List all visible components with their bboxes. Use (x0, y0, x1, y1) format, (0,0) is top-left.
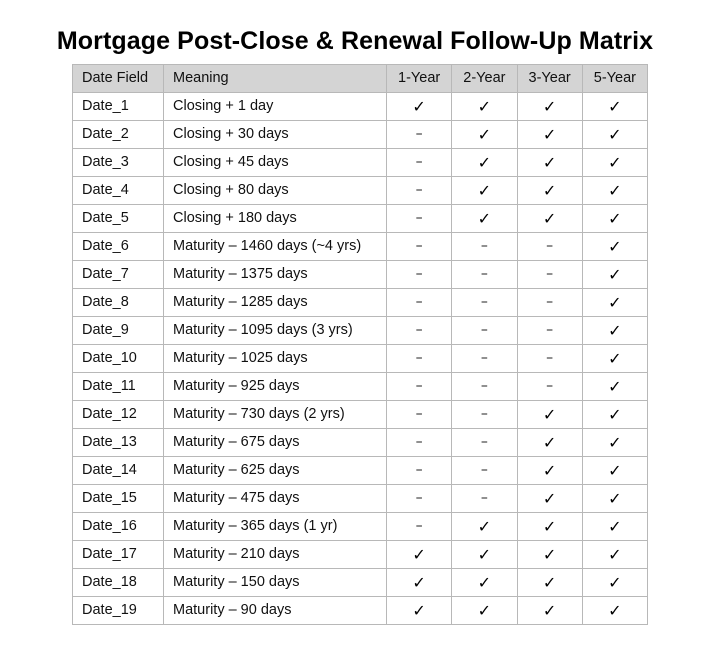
meaning-cell: Closing + 180 days (164, 205, 387, 233)
follow-up-matrix-table (72, 64, 648, 625)
1-year-dash-icon: – (387, 149, 452, 177)
5-year-check-icon: ✓ (582, 205, 647, 233)
meaning-cell: Maturity – 365 days (1 yr) (164, 513, 387, 541)
table-row (73, 177, 648, 205)
1-year-dash-icon: – (387, 317, 452, 345)
2-year-check-icon: ✓ (452, 569, 517, 597)
column-header-date-field: Date Field (73, 65, 164, 93)
2-year-dash-icon: – (452, 373, 517, 401)
meaning-cell: Maturity – 1460 days (~4 yrs) (164, 233, 387, 261)
date-field-cell: Date_10 (73, 345, 164, 373)
meaning-cell: Maturity – 90 days (164, 597, 387, 625)
2-year-dash-icon: – (452, 261, 517, 289)
date-field-cell: Date_5 (73, 205, 164, 233)
table-row (73, 457, 648, 485)
date-field-cell: Date_19 (73, 597, 164, 625)
table-row (73, 485, 648, 513)
date-field-cell: Date_17 (73, 541, 164, 569)
table-row (73, 373, 648, 401)
meaning-cell: Maturity – 475 days (164, 485, 387, 513)
3-year-dash-icon: – (517, 233, 582, 261)
2-year-check-icon: ✓ (452, 597, 517, 625)
1-year-dash-icon: – (387, 233, 452, 261)
3-year-check-icon: ✓ (517, 485, 582, 513)
2-year-dash-icon: – (452, 457, 517, 485)
table-row (73, 513, 648, 541)
table-row (73, 345, 648, 373)
3-year-dash-icon: – (517, 289, 582, 317)
1-year-dash-icon: – (387, 205, 452, 233)
3-year-dash-icon: – (517, 261, 582, 289)
2-year-dash-icon: – (452, 429, 517, 457)
meaning-cell: Maturity – 150 days (164, 569, 387, 597)
2-year-dash-icon: – (452, 485, 517, 513)
date-field-cell: Date_6 (73, 233, 164, 261)
meaning-cell: Closing + 30 days (164, 121, 387, 149)
column-header-1-year: 1-Year (387, 65, 452, 93)
meaning-cell: Maturity – 625 days (164, 457, 387, 485)
5-year-check-icon: ✓ (582, 429, 647, 457)
1-year-dash-icon: – (387, 345, 452, 373)
column-header-5-year: 5-Year (582, 65, 647, 93)
table-row (73, 569, 648, 597)
date-field-cell: Date_7 (73, 261, 164, 289)
3-year-check-icon: ✓ (517, 541, 582, 569)
1-year-dash-icon: – (387, 261, 452, 289)
meaning-cell: Maturity – 675 days (164, 429, 387, 457)
3-year-check-icon: ✓ (517, 569, 582, 597)
5-year-check-icon: ✓ (582, 177, 647, 205)
table-row (73, 289, 648, 317)
table-row (73, 261, 648, 289)
meaning-cell: Closing + 80 days (164, 177, 387, 205)
1-year-dash-icon: – (387, 429, 452, 457)
2-year-dash-icon: – (452, 401, 517, 429)
table-row (73, 597, 648, 625)
table-row (73, 317, 648, 345)
3-year-check-icon: ✓ (517, 457, 582, 485)
meaning-cell: Maturity – 1095 days (3 yrs) (164, 317, 387, 345)
3-year-check-icon: ✓ (517, 513, 582, 541)
1-year-check-icon: ✓ (387, 93, 452, 121)
5-year-check-icon: ✓ (582, 93, 647, 121)
meaning-cell: Maturity – 1025 days (164, 345, 387, 373)
3-year-check-icon: ✓ (517, 429, 582, 457)
3-year-check-icon: ✓ (517, 149, 582, 177)
5-year-check-icon: ✓ (582, 233, 647, 261)
5-year-check-icon: ✓ (582, 569, 647, 597)
5-year-check-icon: ✓ (582, 149, 647, 177)
date-field-cell: Date_4 (73, 177, 164, 205)
meaning-cell: Closing + 45 days (164, 149, 387, 177)
column-header-2-year: 2-Year (452, 65, 517, 93)
3-year-check-icon: ✓ (517, 121, 582, 149)
5-year-check-icon: ✓ (582, 597, 647, 625)
date-field-cell: Date_14 (73, 457, 164, 485)
3-year-dash-icon: – (517, 373, 582, 401)
5-year-check-icon: ✓ (582, 317, 647, 345)
date-field-cell: Date_12 (73, 401, 164, 429)
meaning-cell: Maturity – 210 days (164, 541, 387, 569)
1-year-check-icon: ✓ (387, 597, 452, 625)
2-year-dash-icon: – (452, 289, 517, 317)
table-row (73, 121, 648, 149)
date-field-cell: Date_18 (73, 569, 164, 597)
2-year-check-icon: ✓ (452, 121, 517, 149)
3-year-check-icon: ✓ (517, 205, 582, 233)
1-year-dash-icon: – (387, 177, 452, 205)
2-year-check-icon: ✓ (452, 541, 517, 569)
5-year-check-icon: ✓ (582, 513, 647, 541)
5-year-check-icon: ✓ (582, 261, 647, 289)
3-year-check-icon: ✓ (517, 401, 582, 429)
table-row (73, 93, 648, 121)
5-year-check-icon: ✓ (582, 401, 647, 429)
page-title: Mortgage Post-Close & Renewal Follow-Up Matrix (56, 27, 654, 55)
table-row (73, 233, 648, 261)
3-year-check-icon: ✓ (517, 177, 582, 205)
5-year-check-icon: ✓ (582, 345, 647, 373)
table-row (73, 429, 648, 457)
2-year-dash-icon: – (452, 345, 517, 373)
table-row (73, 149, 648, 177)
date-field-cell: Date_9 (73, 317, 164, 345)
1-year-dash-icon: – (387, 289, 452, 317)
table-header-row (73, 65, 648, 93)
meaning-cell: Maturity – 730 days (2 yrs) (164, 401, 387, 429)
1-year-dash-icon: – (387, 121, 452, 149)
date-field-cell: Date_13 (73, 429, 164, 457)
1-year-dash-icon: – (387, 401, 452, 429)
2-year-check-icon: ✓ (452, 205, 517, 233)
5-year-check-icon: ✓ (582, 457, 647, 485)
3-year-dash-icon: – (517, 345, 582, 373)
date-field-cell: Date_16 (73, 513, 164, 541)
5-year-check-icon: ✓ (582, 485, 647, 513)
2-year-check-icon: ✓ (452, 93, 517, 121)
1-year-dash-icon: – (387, 513, 452, 541)
table-row (73, 401, 648, 429)
date-field-cell: Date_2 (73, 121, 164, 149)
date-field-cell: Date_11 (73, 373, 164, 401)
table-body (73, 93, 648, 625)
table-row (73, 541, 648, 569)
1-year-dash-icon: – (387, 457, 452, 485)
2-year-dash-icon: – (452, 317, 517, 345)
column-header-meaning: Meaning (164, 65, 387, 93)
meaning-cell: Closing + 1 day (164, 93, 387, 121)
5-year-check-icon: ✓ (582, 121, 647, 149)
3-year-dash-icon: – (517, 317, 582, 345)
date-field-cell: Date_3 (73, 149, 164, 177)
2-year-check-icon: ✓ (452, 513, 517, 541)
5-year-check-icon: ✓ (582, 289, 647, 317)
1-year-dash-icon: – (387, 485, 452, 513)
2-year-check-icon: ✓ (452, 149, 517, 177)
date-field-cell: Date_1 (73, 93, 164, 121)
column-header-3-year: 3-Year (517, 65, 582, 93)
5-year-check-icon: ✓ (582, 373, 647, 401)
1-year-check-icon: ✓ (387, 541, 452, 569)
table-row (73, 205, 648, 233)
date-field-cell: Date_8 (73, 289, 164, 317)
2-year-check-icon: ✓ (452, 177, 517, 205)
3-year-check-icon: ✓ (517, 93, 582, 121)
2-year-dash-icon: – (452, 233, 517, 261)
date-field-cell: Date_15 (73, 485, 164, 513)
meaning-cell: Maturity – 1285 days (164, 289, 387, 317)
1-year-check-icon: ✓ (387, 569, 452, 597)
5-year-check-icon: ✓ (582, 541, 647, 569)
meaning-cell: Maturity – 1375 days (164, 261, 387, 289)
meaning-cell: Maturity – 925 days (164, 373, 387, 401)
3-year-check-icon: ✓ (517, 597, 582, 625)
1-year-dash-icon: – (387, 373, 452, 401)
